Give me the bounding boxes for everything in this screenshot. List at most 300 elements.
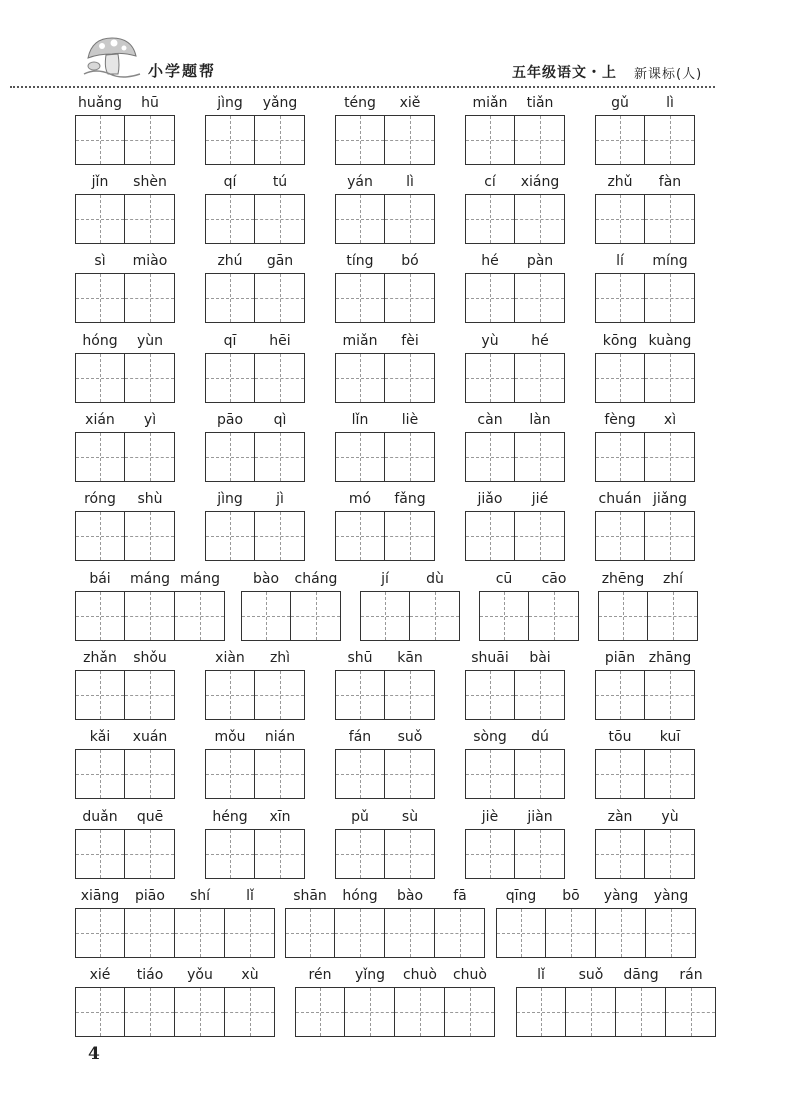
pinyin-label: fàn	[658, 174, 682, 190]
writing-cell[interactable]	[75, 353, 125, 403]
writing-cell[interactable]	[335, 749, 385, 799]
pinyin-label: zhú	[217, 253, 243, 269]
writing-cell[interactable]	[205, 511, 255, 561]
writing-cell[interactable]	[255, 829, 305, 879]
pinyin-label: lì	[666, 95, 674, 111]
pinyin-label: xián	[85, 412, 115, 428]
word-group	[335, 95, 435, 165]
writing-cell[interactable]	[125, 432, 175, 482]
writing-cell[interactable]	[295, 987, 345, 1037]
writing-cell[interactable]	[291, 591, 341, 641]
pinyin-label: yàng	[603, 888, 639, 904]
writing-cell[interactable]	[205, 353, 255, 403]
word-group	[335, 253, 435, 323]
pinyin-label: kōng	[602, 333, 638, 349]
word-group	[205, 253, 305, 323]
pinyin-label: jǐn	[91, 174, 109, 190]
writing-cell[interactable]	[595, 273, 645, 323]
pinyin-label: kǎi	[89, 729, 111, 745]
writing-cell[interactable]	[515, 115, 565, 165]
writing-cell[interactable]	[479, 591, 529, 641]
word-group	[595, 253, 695, 323]
writing-cell[interactable]	[385, 273, 435, 323]
writing-cell[interactable]	[360, 591, 410, 641]
pinyin-label: yán	[347, 174, 373, 190]
writing-cell[interactable]	[335, 115, 385, 165]
grid-row	[0, 571, 790, 641]
grid-row	[0, 95, 790, 165]
writing-cell[interactable]	[595, 670, 645, 720]
pinyin-label: zhí	[662, 571, 684, 587]
writing-cell[interactable]	[75, 749, 125, 799]
writing-cell[interactable]	[645, 432, 695, 482]
writing-cell[interactable]	[385, 511, 435, 561]
pinyin-label: hóng	[82, 333, 118, 349]
writing-cell[interactable]	[125, 908, 175, 958]
word-group	[516, 967, 716, 1037]
writing-cell[interactable]	[175, 908, 225, 958]
grid-row	[0, 729, 790, 799]
writing-cell[interactable]	[616, 987, 666, 1037]
pinyin-label: hé	[481, 253, 499, 269]
pinyin-label: dāng	[623, 967, 659, 983]
word-group	[465, 174, 565, 244]
word-group	[75, 253, 175, 323]
writing-cell[interactable]	[285, 908, 335, 958]
writing-cell[interactable]	[335, 670, 385, 720]
writing-cell[interactable]	[125, 194, 175, 244]
writing-cell[interactable]	[385, 908, 435, 958]
writing-cell[interactable]	[646, 908, 696, 958]
writing-cell[interactable]	[125, 511, 175, 561]
pinyin-label: xiāng	[80, 888, 120, 904]
pinyin-label: héng	[212, 809, 248, 825]
pinyin-label: pàn	[526, 253, 554, 269]
word-group	[335, 729, 435, 799]
pinyin-label: yàng	[653, 888, 689, 904]
pinyin-label: qīng	[505, 888, 537, 904]
writing-cell[interactable]	[595, 353, 645, 403]
pinyin-label: téng	[344, 95, 376, 111]
writing-cell[interactable]	[205, 115, 255, 165]
writing-cell[interactable]	[596, 908, 646, 958]
pinyin-label: gǔ	[611, 95, 629, 111]
writing-cell[interactable]	[515, 353, 565, 403]
pinyin-label: shèn	[133, 174, 167, 190]
pinyin-label: xuán	[132, 729, 168, 745]
writing-cell[interactable]	[645, 511, 695, 561]
word-group	[595, 412, 695, 482]
writing-cell[interactable]	[496, 908, 546, 958]
pinyin-label: xīn	[269, 809, 291, 825]
pinyin-label: yǎng	[262, 95, 298, 111]
pinyin-label: suǒ	[578, 967, 604, 983]
pinyin-label: qì	[273, 412, 287, 428]
writing-cell[interactable]	[385, 670, 435, 720]
pinyin-label: qí	[223, 174, 237, 190]
word-group	[465, 650, 565, 720]
writing-cell[interactable]	[125, 115, 175, 165]
pinyin-label: yùn	[136, 333, 164, 349]
pinyin-label: mǒu	[214, 729, 246, 745]
writing-cell[interactable]	[75, 273, 125, 323]
word-group	[295, 967, 495, 1037]
word-group	[75, 333, 175, 403]
pinyin-label: zhēng	[601, 571, 645, 587]
pinyin-label: pǔ	[351, 809, 369, 825]
pinyin-label: hé	[531, 333, 549, 349]
word-group	[75, 571, 225, 641]
writing-cell[interactable]	[515, 194, 565, 244]
grid-row	[0, 253, 790, 323]
word-group	[465, 809, 565, 879]
writing-cell[interactable]	[515, 670, 565, 720]
word-group	[465, 253, 565, 323]
grade-subject-label: 五年级语文・上	[512, 65, 617, 81]
pinyin-label: lí	[616, 253, 624, 269]
pinyin-label: yǐng	[355, 967, 385, 983]
grid-row	[0, 809, 790, 879]
pinyin-label: jiǎo	[477, 491, 503, 507]
writing-cell[interactable]	[645, 194, 695, 244]
writing-cell[interactable]	[75, 908, 125, 958]
pinyin-label: duǎn	[82, 809, 118, 825]
writing-cell[interactable]	[255, 749, 305, 799]
pinyin-label: fèng	[604, 412, 636, 428]
writing-cell[interactable]	[335, 273, 385, 323]
writing-cell[interactable]	[385, 829, 435, 879]
writing-cell[interactable]	[645, 273, 695, 323]
pinyin-label: cháng	[294, 571, 338, 587]
pinyin-label: jiàn	[527, 809, 553, 825]
word-group	[205, 650, 305, 720]
writing-cell[interactable]	[75, 115, 125, 165]
writing-cell[interactable]	[255, 432, 305, 482]
word-group	[465, 95, 565, 165]
pinyin-label: shū	[347, 650, 373, 666]
writing-cell[interactable]	[385, 432, 435, 482]
writing-cell[interactable]	[465, 511, 515, 561]
word-group	[205, 174, 305, 244]
writing-cell[interactable]	[75, 432, 125, 482]
writing-cell[interactable]	[595, 115, 645, 165]
writing-cell[interactable]	[345, 987, 395, 1037]
pinyin-label: jì	[276, 491, 284, 507]
pinyin-label: rén	[308, 967, 332, 983]
pinyin-label: chuò	[452, 967, 487, 983]
grid-row	[0, 174, 790, 244]
writing-cell[interactable]	[205, 749, 255, 799]
pinyin-label: nián	[264, 729, 296, 745]
writing-cell[interactable]	[335, 432, 385, 482]
word-group	[75, 729, 175, 799]
writing-cell[interactable]	[465, 194, 515, 244]
word-group	[205, 95, 305, 165]
word-group	[335, 412, 435, 482]
pinyin-label: jiǎng	[652, 491, 688, 507]
pinyin-label: pāo	[216, 412, 244, 428]
word-group	[595, 174, 695, 244]
writing-cell[interactable]	[175, 591, 225, 641]
pinyin-label: fǎng	[394, 491, 426, 507]
pinyin-label: máng	[180, 571, 220, 587]
writing-cell[interactable]	[666, 987, 716, 1037]
page-number: 4	[88, 1044, 100, 1064]
writing-cell[interactable]	[595, 749, 645, 799]
edition-label: 新课标(人)	[634, 67, 703, 82]
pinyin-label: bó	[401, 253, 419, 269]
pinyin-label: liè	[401, 412, 419, 428]
pinyin-label: tíng	[346, 253, 374, 269]
writing-cell[interactable]	[75, 670, 125, 720]
word-group	[205, 333, 305, 403]
writing-cell[interactable]	[255, 115, 305, 165]
word-group	[595, 491, 695, 561]
pinyin-label: jí	[381, 571, 389, 587]
writing-cell[interactable]	[255, 273, 305, 323]
pinyin-label: piān	[604, 650, 636, 666]
writing-cell[interactable]	[465, 273, 515, 323]
pinyin-label: zhǎn	[83, 650, 117, 666]
writing-cell[interactable]	[75, 591, 125, 641]
writing-cell[interactable]	[205, 432, 255, 482]
writing-cell[interactable]	[225, 908, 275, 958]
pinyin-label: shuāi	[471, 650, 509, 666]
pinyin-label: quē	[136, 809, 164, 825]
writing-cell[interactable]	[255, 670, 305, 720]
pinyin-label: zhì	[269, 650, 291, 666]
word-group	[595, 729, 695, 799]
word-group	[465, 491, 565, 561]
writing-cell[interactable]	[645, 670, 695, 720]
writing-cell[interactable]	[595, 511, 645, 561]
writing-cell[interactable]	[125, 273, 175, 323]
word-group	[205, 809, 305, 879]
writing-cell[interactable]	[205, 273, 255, 323]
writing-cell[interactable]	[205, 670, 255, 720]
writing-cell[interactable]	[645, 829, 695, 879]
writing-cell[interactable]	[255, 194, 305, 244]
writing-cell[interactable]	[595, 194, 645, 244]
word-group	[75, 174, 175, 244]
pinyin-label: qī	[223, 333, 237, 349]
writing-cell[interactable]	[385, 115, 435, 165]
pinyin-label: hū	[141, 95, 159, 111]
pinyin-label: yù	[661, 809, 679, 825]
pinyin-label: lǐ	[246, 888, 254, 904]
pinyin-label: xù	[241, 967, 259, 983]
pinyin-label: tōu	[608, 729, 632, 745]
pinyin-label: lì	[406, 174, 414, 190]
writing-cell[interactable]	[335, 829, 385, 879]
writing-cell[interactable]	[645, 353, 695, 403]
writing-cell[interactable]	[395, 987, 445, 1037]
pinyin-label: zàn	[607, 809, 633, 825]
pinyin-label: mó	[348, 491, 372, 507]
pinyin-label: zhǔ	[607, 174, 633, 190]
word-group	[75, 809, 175, 879]
word-group	[335, 650, 435, 720]
writing-cell[interactable]	[241, 591, 291, 641]
pinyin-label: jìng	[217, 95, 243, 111]
word-group	[465, 412, 565, 482]
word-group	[205, 412, 305, 482]
writing-cell[interactable]	[75, 194, 125, 244]
writing-cell[interactable]	[595, 432, 645, 482]
writing-cell[interactable]	[255, 353, 305, 403]
pinyin-label: fán	[348, 729, 372, 745]
pinyin-label: tú	[272, 174, 288, 190]
writing-cell[interactable]	[516, 987, 566, 1037]
writing-cell[interactable]	[125, 591, 175, 641]
pinyin-label: xì	[663, 412, 677, 428]
pinyin-label: jìng	[217, 491, 243, 507]
pinyin-label: shí	[189, 888, 211, 904]
pinyin-label: cāo	[541, 571, 567, 587]
writing-cell[interactable]	[125, 829, 175, 879]
pinyin-label: xiàn	[215, 650, 245, 666]
writing-cell[interactable]	[335, 353, 385, 403]
pinyin-label: tiǎn	[526, 95, 554, 111]
writing-cell[interactable]	[125, 749, 175, 799]
writing-cell[interactable]	[465, 115, 515, 165]
word-group	[75, 412, 175, 482]
writing-cell[interactable]	[598, 591, 648, 641]
writing-cell[interactable]	[385, 749, 435, 799]
pinyin-label: cū	[495, 571, 513, 587]
pinyin-label: kuī	[659, 729, 681, 745]
word-group	[241, 571, 341, 641]
writing-cell[interactable]	[515, 829, 565, 879]
grid-row	[0, 650, 790, 720]
pinyin-label: rán	[679, 967, 703, 983]
brand-title: 小学题帮	[148, 62, 217, 80]
pinyin-label: bái	[89, 571, 111, 587]
writing-cell[interactable]	[648, 591, 698, 641]
writing-cell[interactable]	[225, 987, 275, 1037]
pinyin-label: róng	[84, 491, 116, 507]
pinyin-label: kān	[397, 650, 423, 666]
pinyin-label: xiě	[399, 95, 421, 111]
writing-cell[interactable]	[465, 353, 515, 403]
word-group	[479, 571, 579, 641]
pinyin-label: huǎng	[77, 95, 123, 111]
pinyin-label: shān	[293, 888, 327, 904]
pinyin-label: jiè	[481, 809, 499, 825]
writing-cell[interactable]	[125, 987, 175, 1037]
grid-row	[0, 888, 790, 958]
writing-cell[interactable]	[465, 432, 515, 482]
writing-cell[interactable]	[465, 829, 515, 879]
writing-cell[interactable]	[175, 987, 225, 1037]
pinyin-label: fā	[453, 888, 467, 904]
grid-row	[0, 967, 790, 1037]
writing-cell[interactable]	[255, 511, 305, 561]
writing-cell[interactable]	[515, 749, 565, 799]
grid-row	[0, 412, 790, 482]
writing-cell[interactable]	[515, 511, 565, 561]
pinyin-label: yù	[481, 333, 499, 349]
word-group	[598, 571, 698, 641]
word-group	[335, 491, 435, 561]
pinyin-label: gān	[266, 253, 294, 269]
pinyin-label: shù	[137, 491, 163, 507]
word-group	[465, 729, 565, 799]
writing-cell[interactable]	[465, 749, 515, 799]
writing-cell[interactable]	[75, 987, 125, 1037]
writing-cell[interactable]	[205, 194, 255, 244]
writing-cell[interactable]	[75, 829, 125, 879]
pinyin-label: fèi	[401, 333, 419, 349]
pinyin-label: zhāng	[648, 650, 692, 666]
word-group	[205, 729, 305, 799]
word-group	[75, 888, 275, 958]
writing-cell[interactable]	[335, 908, 385, 958]
pinyin-label: bào	[252, 571, 280, 587]
writing-cell[interactable]	[645, 749, 695, 799]
writing-cell[interactable]	[335, 194, 385, 244]
pinyin-label: chuò	[402, 967, 437, 983]
writing-cell[interactable]	[445, 987, 495, 1037]
pinyin-label: cí	[484, 174, 496, 190]
writing-cell[interactable]	[529, 591, 579, 641]
writing-cell[interactable]	[410, 591, 460, 641]
writing-cell[interactable]	[566, 987, 616, 1037]
grid-row	[0, 333, 790, 403]
word-group	[335, 174, 435, 244]
writing-cell[interactable]	[75, 511, 125, 561]
writing-cell[interactable]	[645, 115, 695, 165]
pinyin-label: lǐn	[351, 412, 369, 428]
writing-cell[interactable]	[125, 670, 175, 720]
pinyin-label: suǒ	[397, 729, 423, 745]
pinyin-label: hóng	[342, 888, 378, 904]
writing-cell[interactable]	[515, 273, 565, 323]
pinyin-label: máng	[130, 571, 170, 587]
word-group	[335, 809, 435, 879]
pinyin-label: bào	[396, 888, 424, 904]
word-group	[360, 571, 460, 641]
pinyin-label: bō	[562, 888, 580, 904]
writing-cell[interactable]	[205, 829, 255, 879]
pinyin-label: yì	[143, 412, 157, 428]
writing-cell[interactable]	[385, 194, 435, 244]
pinyin-label: tiáo	[136, 967, 164, 983]
pinyin-label: míng	[652, 253, 688, 269]
writing-cell[interactable]	[125, 353, 175, 403]
pinyin-label: miǎn	[472, 95, 508, 111]
pinyin-label: bài	[529, 650, 551, 666]
word-group	[335, 333, 435, 403]
word-group	[595, 809, 695, 879]
writing-cell[interactable]	[546, 908, 596, 958]
pinyin-label: sù	[401, 809, 419, 825]
pinyin-label: xié	[89, 967, 111, 983]
word-group	[595, 650, 695, 720]
pinyin-label: jié	[531, 491, 549, 507]
writing-cell[interactable]	[335, 511, 385, 561]
writing-cell[interactable]	[435, 908, 485, 958]
word-group	[465, 333, 565, 403]
writing-cell[interactable]	[515, 432, 565, 482]
pinyin-label: hēi	[269, 333, 291, 349]
writing-cell[interactable]	[385, 353, 435, 403]
word-group	[75, 95, 175, 165]
pinyin-label: dú	[531, 729, 549, 745]
grid-row	[0, 491, 790, 561]
writing-cell[interactable]	[465, 670, 515, 720]
writing-cell[interactable]	[595, 829, 645, 879]
